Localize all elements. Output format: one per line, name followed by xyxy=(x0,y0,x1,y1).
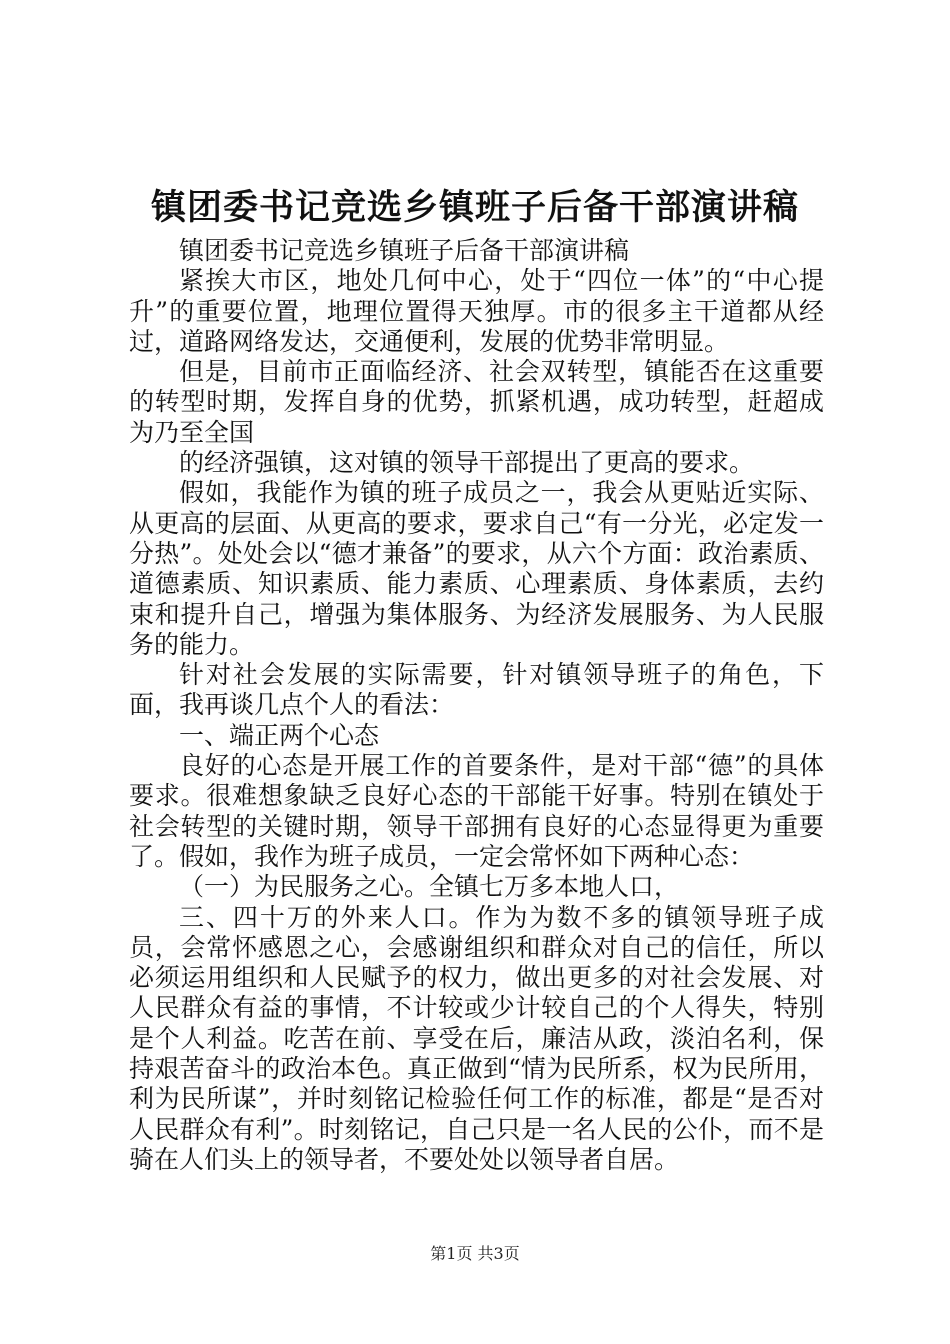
paragraph: 针对社会发展的实际需要，针对镇领导班子的角色，下面，我再谈几点个人的看法： xyxy=(129,660,824,720)
page-footer: 第1页 共3页 xyxy=(430,1244,520,1263)
paragraph: 良好的心态是开展工作的首要条件，是对干部“德”的具体要求。很难想象缺乏良好心态的干部能干好事。特别在镇处于社会转型的关键时期，领导干部拥有良好的心态显得更为重要了。假如，我作为班子成员，一定会常怀如下两种心态： xyxy=(129,751,824,871)
paragraph: 的经济强镇，这对镇的领导干部提出了更高的要求。 xyxy=(179,448,755,478)
paragraph: 镇团委书记竞选乡镇班子后备干部演讲稿 xyxy=(179,236,630,265)
paragraph: 三、四十万的外来人口。作为为数不多的镇领导班子成员，会常怀感恩之心，会感谢组织和群众对自己的信任，所以必须运用组织和人民赋予的权力，做出更多的对社会发展、对人民群众有益的事情，不计较或少计较自己的个人得失，特别是个人利益。吃苦在前、享受在后，廉洁从政，淡泊名利，保持艰苦奋斗的政治本色。真正做到“情为民所系，权为民所用，利为民所谋”，并时刻铭记检验任何工作的标准，都是“是否对人民群众有利”。时刻铭记，自己只是一名人民的公仆，而不是骑在人们头上的领导者，不要处处以领导者自居。 xyxy=(129,902,824,1174)
paragraph: 但是，目前市正面临经济、社会双转型，镇能否在这重要的转型时期，发挥自身的优势，抓紧机遇，成功转型，赶超成为乃至全国 xyxy=(129,357,824,447)
paragraph: 紧挨大市区，地处几何中心，处于“四位一体”的“中心提升”的重要位置，地理位置得天独厚。市的很多主干道都从经过，道路网络发达，交通便利，发展的优势非常明显。 xyxy=(129,266,824,356)
section-heading: 一、端正两个心态 xyxy=(179,720,380,750)
paragraph: 假如，我能作为镇的班子成员之一，我会从更贴近实际、从更高的层面、从更高的要求，要求自己“有一分光，必定发一分热”。处处会以“德才兼备”的要求，从六个方面：政治素质、道德素质、知识素质、能力素质、心理素质、身体素质，去约束和提升自己，增强为集体服务、为经济发展服务、为人民服务的能力。 xyxy=(129,478,824,659)
subsection-heading: （一）为民服务之心。全镇七万多本地人口， xyxy=(179,872,680,902)
document-body xyxy=(129,236,824,1175)
document-title: 镇团委书记竞选乡镇班子后备干部演讲稿 xyxy=(150,187,799,228)
